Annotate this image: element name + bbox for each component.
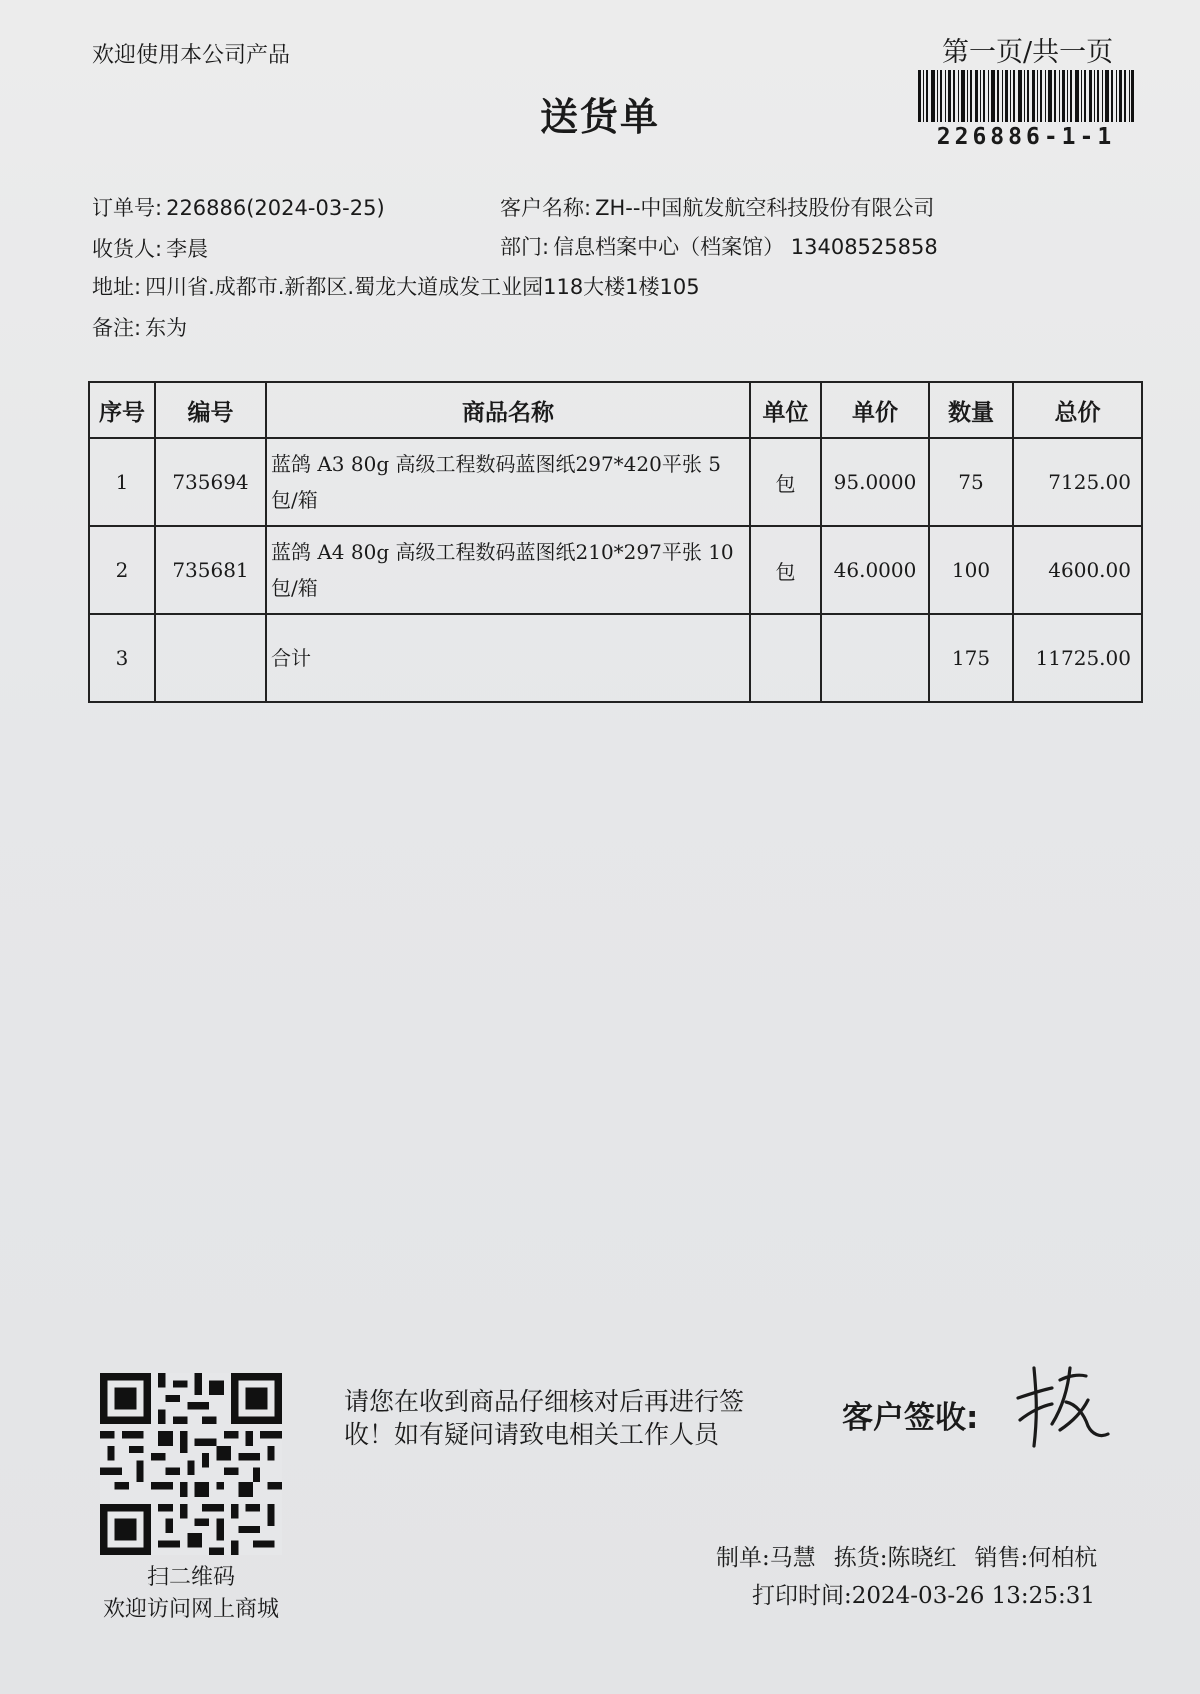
sales-name: 何柏杭 [1028, 1545, 1098, 1571]
receipt-notice: 请您在收到商品仔细核对后再进行签收！如有疑问请致电相关工作人员 [344, 1387, 745, 1449]
remark [92, 312, 187, 342]
cell-total: 4600.00 [1013, 526, 1142, 614]
cell-code: 735694 [155, 438, 266, 526]
customer-value: ZH--中国航发航空科技股份有限公司 [595, 196, 935, 220]
remark-value: 东为 [145, 316, 188, 340]
picker-name: 陈晓红 [887, 1545, 957, 1571]
maker-label: 制单: [716, 1545, 770, 1571]
dept-label: 部门: [500, 235, 550, 259]
order-label: 订单号: [92, 196, 163, 220]
col-header-qty: 数量 [929, 382, 1013, 438]
cell-seq: 3 [89, 614, 155, 702]
order-number [92, 192, 385, 222]
table-header-row [89, 382, 1142, 438]
address [92, 271, 700, 301]
cell-price: 46.0000 [821, 526, 929, 614]
cell-qty: 75 [929, 438, 1013, 526]
col-header-price: 单价 [821, 382, 929, 438]
cell-total: 11725.00 [1013, 614, 1142, 702]
qr-caption-scan: 扫二维码 [146, 1565, 235, 1590]
document-title: 送货单 [539, 95, 660, 139]
cell-qty: 175 [929, 614, 1013, 702]
col-header-total: 总价 [1013, 382, 1142, 438]
col-header-seq: 序号 [89, 382, 155, 438]
cell-seq: 1 [89, 438, 155, 526]
cell-code: 735681 [155, 526, 266, 614]
receiver-label: 收货人: [92, 237, 163, 261]
address-label: 地址: [92, 275, 142, 299]
col-header-code: 编号 [155, 382, 266, 438]
print-time-value: 2024-03-26 13:25:31 [851, 1583, 1095, 1609]
cell-price [821, 614, 929, 702]
address-value: 四川省.成都市.新都区.蜀龙大道成发工业园118大楼1楼105 [145, 275, 700, 299]
print-time-label: 打印时间: [752, 1583, 852, 1609]
cell-total: 7125.00 [1013, 438, 1142, 526]
barcode-number: 226886-1-1 [936, 124, 1116, 150]
receiver-value: 李晨 [166, 237, 209, 261]
maker-name: 马慧 [769, 1545, 816, 1571]
cell-unit: 包 [750, 526, 821, 614]
remark-label: 备注: [92, 316, 142, 340]
qr-code [100, 1373, 282, 1555]
welcome-text: 欢迎使用本公司产品 [92, 43, 291, 68]
customer-name [500, 192, 934, 222]
goods-table [88, 381, 1143, 703]
cell-unit [750, 614, 821, 702]
cell-name: 蓝鸽 A3 80g 高级工程数码蓝图纸297*420平张 5包/箱 [266, 438, 750, 526]
col-header-unit: 单位 [750, 382, 821, 438]
cell-code [155, 614, 266, 702]
sales-label: 销售: [974, 1545, 1029, 1571]
picker-label: 拣货: [833, 1545, 888, 1571]
print-time [752, 1577, 1095, 1610]
cell-price: 95.0000 [821, 438, 929, 526]
qr-caption-shop: 欢迎访问网上商城 [102, 1597, 279, 1622]
cell-qty: 100 [929, 526, 1013, 614]
cell-seq: 2 [89, 526, 155, 614]
customer-sign-label: 客户签收: [842, 1400, 979, 1436]
dept-value: 信息档案中心（档案馆） 13408525858 [553, 235, 938, 259]
table-row [89, 438, 1142, 526]
handwritten-signature [1012, 1360, 1112, 1452]
receiver [92, 233, 208, 263]
staff-line [716, 1539, 1097, 1572]
table-row [89, 526, 1142, 614]
col-header-name: 商品名称 [266, 382, 750, 438]
department [500, 231, 938, 261]
cell-unit: 包 [750, 438, 821, 526]
order-value: 226886(2024-03-25) [166, 196, 385, 220]
customer-label: 客户名称: [500, 196, 592, 220]
cell-name: 合计 [266, 614, 750, 702]
table-row-total [89, 614, 1142, 702]
page-indicator: 第一页/共一页 [942, 37, 1114, 68]
barcode [918, 70, 1134, 122]
cell-name: 蓝鸽 A4 80g 高级工程数码蓝图纸210*297平张 10包/箱 [266, 526, 750, 614]
